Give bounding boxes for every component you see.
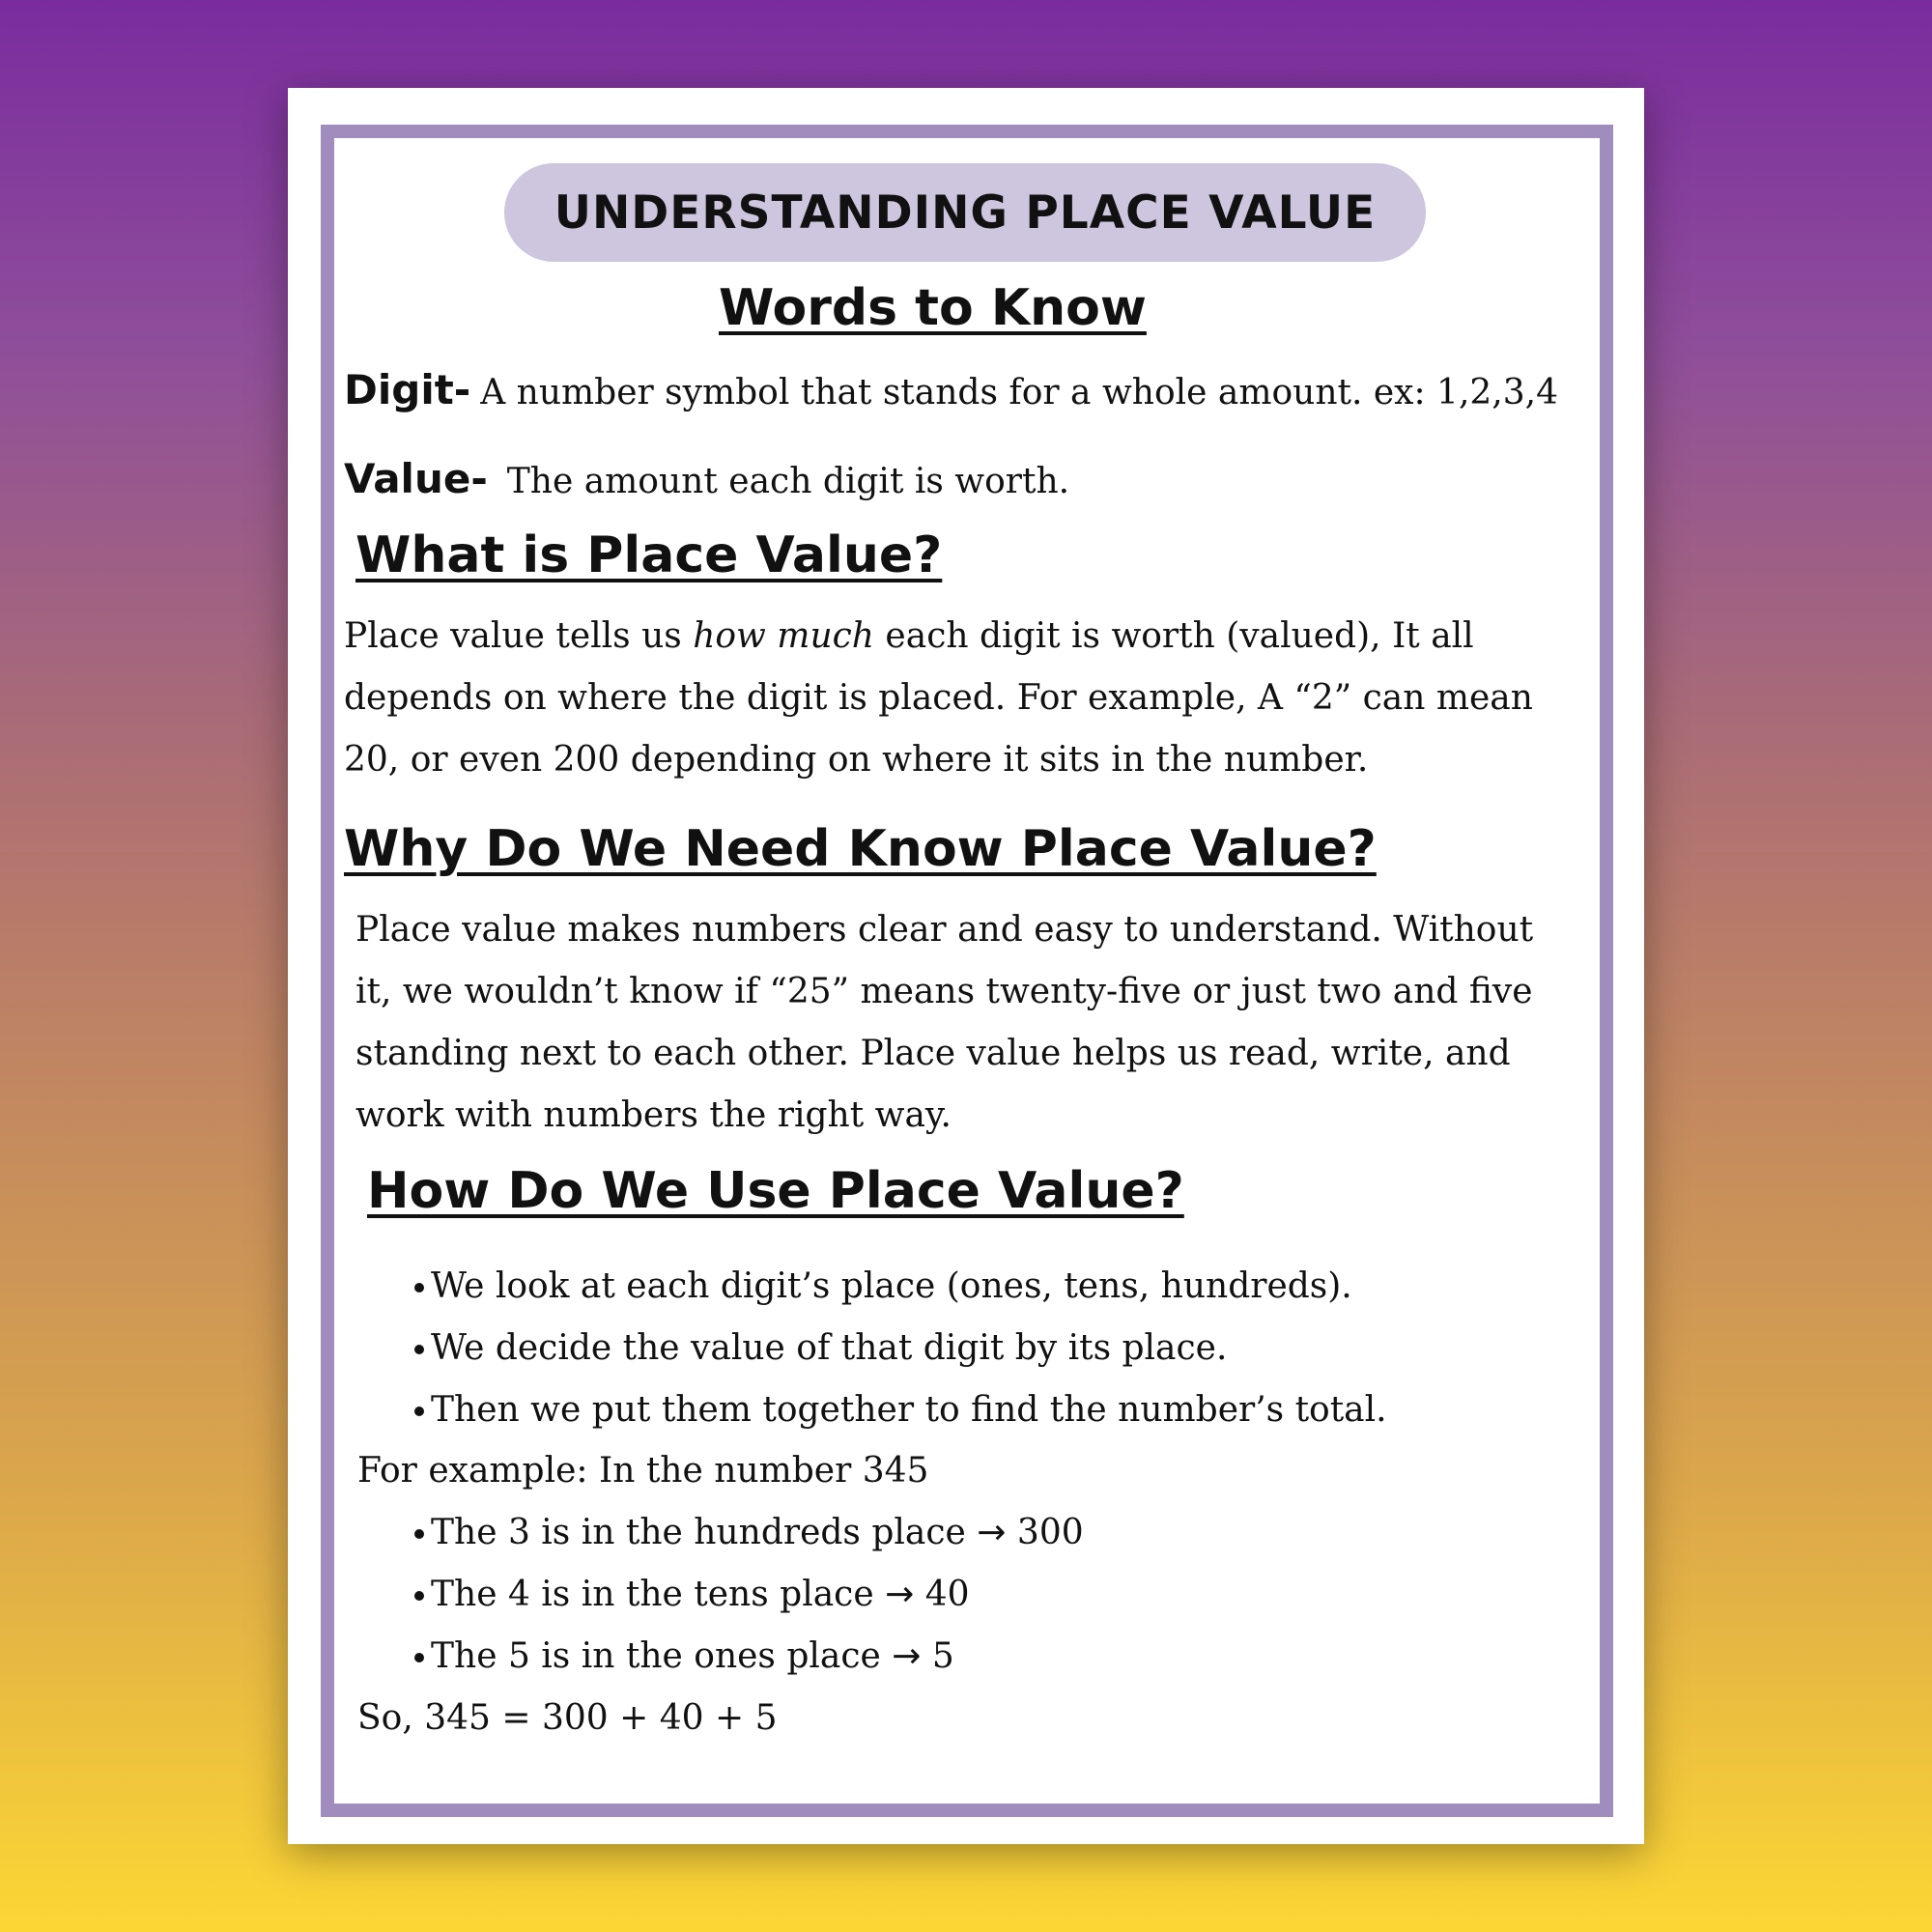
arrow-right-icon: → [977, 1513, 1007, 1552]
why-heading: Why Do We Need Know Place Value? [344, 820, 1377, 878]
worksheet-border [321, 125, 1613, 1817]
list-item [355, 1564, 1084, 1626]
example-list [355, 1502, 1084, 1688]
arrow-right-icon: → [885, 1575, 915, 1614]
term-value [344, 455, 1069, 502]
term-label: Digit- [344, 366, 471, 413]
worksheet-page [288, 88, 1644, 1844]
list-item: Then we put them together to find the number’s total. [355, 1379, 1387, 1441]
why-paragraph: Place value makes numbers clear and easy to understand. Without it, we wouldn’t know if “25” means twenty-five or just two and five standing next to each other. Place value helps us read, write, and work with numbers the right way. [355, 910, 1534, 1135]
page-title: UNDERSTANDING PLACE VALUE [554, 185, 1377, 240]
words-to-know-heading: Words to Know [719, 279, 1147, 337]
how-steps-list [355, 1256, 1387, 1441]
list-item [355, 1502, 1084, 1564]
list-item [355, 1626, 1084, 1688]
example-text: The 5 is in the ones place [431, 1636, 881, 1676]
example-result: 40 [924, 1575, 970, 1614]
term-label: Value- [344, 455, 488, 502]
example-intro: For example: In the number 345 [357, 1451, 929, 1491]
example-text: The 3 is in the hundreds place [431, 1513, 966, 1552]
example-conclusion: So, 345 = 300 + 40 + 5 [357, 1698, 778, 1738]
list-item: We decide the value of that digit by its place. [355, 1318, 1387, 1379]
arrow-right-icon: → [892, 1636, 922, 1676]
example-result: 300 [1016, 1513, 1084, 1552]
term-definition: The amount each digit is worth. [506, 462, 1070, 501]
example-text: The 4 is in the tens place [431, 1575, 874, 1614]
how-heading: How Do We Use Place Value? [367, 1162, 1184, 1220]
what-is-text-start: Place value tells us [344, 616, 694, 656]
what-is-text-end: each digit is worth (valued), It all depends on where the digit is placed. For example, A “2” can mean 20, or even 200 depending on where it sits in the number. [344, 616, 1533, 780]
what-is-heading: What is Place Value? [355, 526, 943, 584]
example-result: 5 [931, 1636, 954, 1676]
title-banner [504, 163, 1426, 262]
what-is-emphasis: how much [693, 616, 874, 656]
what-is-paragraph [344, 606, 1561, 791]
term-definition: A number symbol that stands for a whole amount. ex: 1,2,3,4 [480, 373, 1559, 412]
list-item: We look at each digit’s place (ones, tens, hundreds). [355, 1256, 1387, 1318]
term-digit [344, 366, 1558, 413]
